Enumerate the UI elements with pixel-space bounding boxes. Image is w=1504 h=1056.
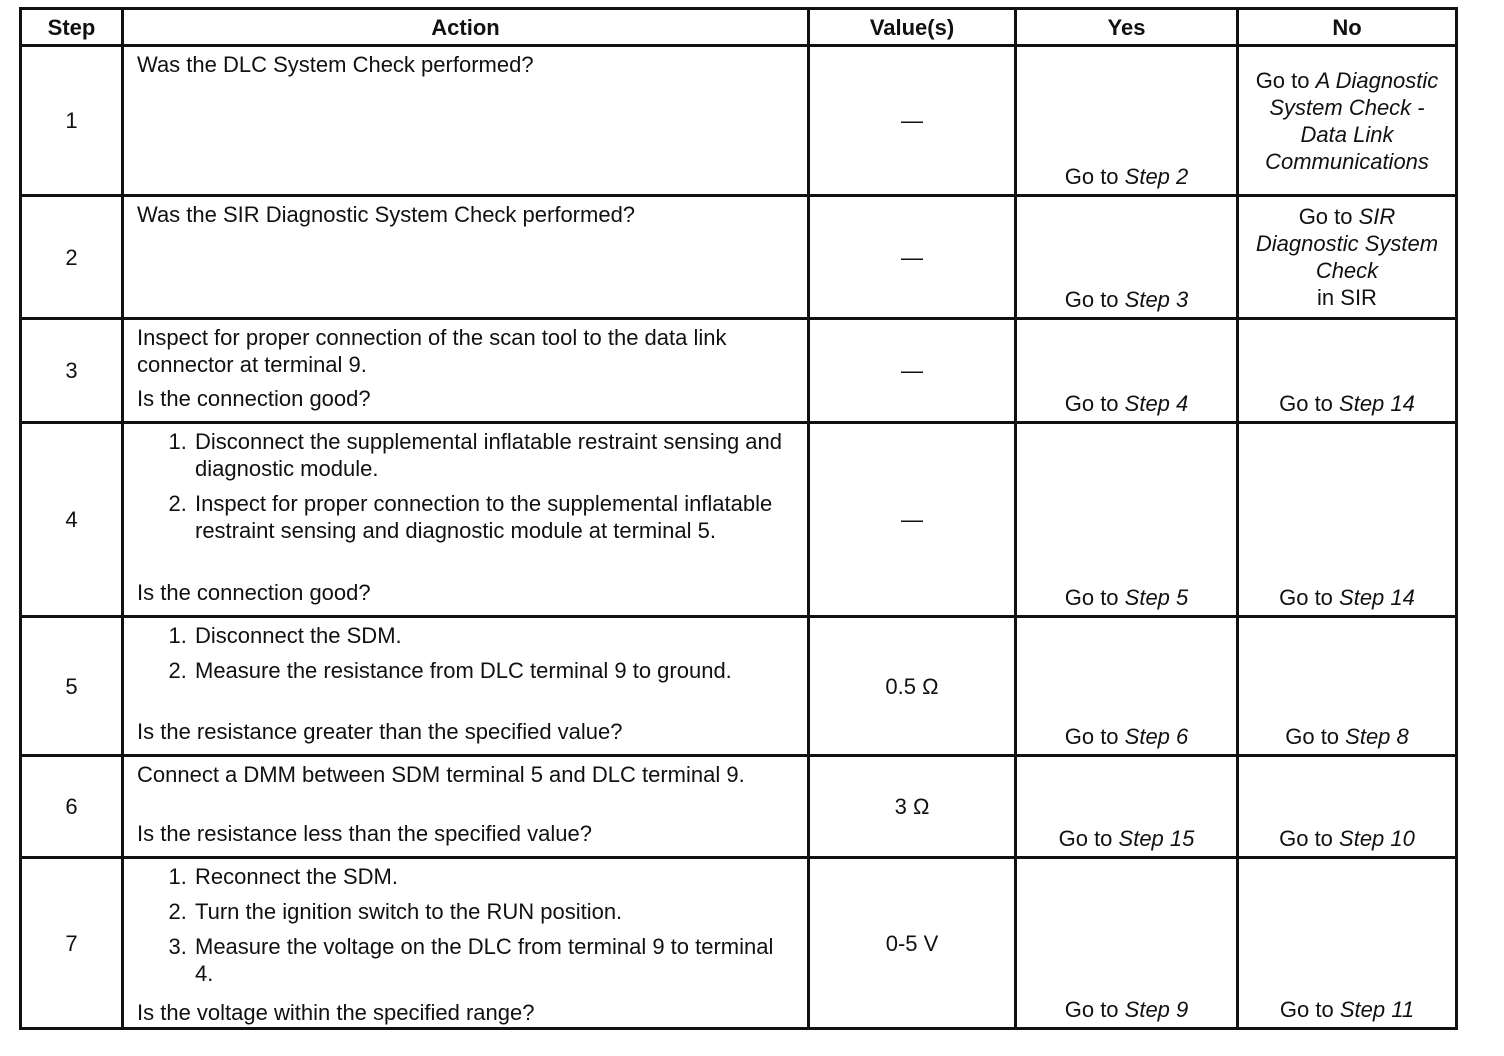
no-prefix: Go to [1279,585,1340,610]
action-step-item: 3. Measure the voltage on the DLC from terminal 9 to terminal 4. [193,933,797,987]
action-question: Is the resistance less than the specified value? [137,821,592,846]
table-row [21,423,1457,617]
no-suffix: in SIR [1317,285,1377,310]
action-cell [123,756,809,858]
no-target-link[interactable]: Step 14 [1339,391,1415,416]
step-number: 2 [21,196,123,319]
no-target-link[interactable]: Step 8 [1345,724,1409,749]
step-number: 5 [21,617,123,756]
yes-prefix: Go to [1058,826,1119,851]
no-prefix: Go to [1255,67,1316,93]
yes-step-link[interactable]: Step 3 [1124,287,1189,312]
action-cell [123,423,809,617]
no-target-link[interactable]: Step 14 [1339,585,1415,610]
yes-prefix: Go to [1064,391,1125,416]
action-step-item: 1. Reconnect the SDM. [193,863,797,890]
yes-step-link[interactable]: Step 2 [1124,164,1189,189]
no-cell [1238,319,1457,423]
table-row [21,196,1457,319]
yes-cell [1016,196,1238,319]
yes-cell [1016,617,1238,756]
table-row [21,756,1457,858]
no-cell [1238,196,1457,319]
value-cell: — [809,423,1016,617]
header-yes: Yes [1016,9,1238,46]
step-number: 1 [21,46,123,196]
no-prefix: Go to [1279,391,1340,416]
yes-step-link[interactable]: Step 15 [1118,826,1195,851]
header-no: No [1238,9,1457,46]
action-text: Was the DLC System Check performed? [137,52,534,77]
no-prefix: Go to [1279,997,1340,1022]
yes-prefix: Go to [1064,164,1125,189]
action-cell [123,858,809,1029]
value-cell: — [809,319,1016,423]
yes-cell [1016,858,1238,1029]
header-values: Value(s) [809,9,1016,46]
yes-cell [1016,319,1238,423]
value-cell: — [809,196,1016,319]
yes-cell [1016,423,1238,617]
table-row [21,319,1457,423]
action-text: Inspect for proper connection of the scan tool to the data link connector at terminal 9. [137,325,727,377]
no-prefix: Go to [1298,204,1359,229]
no-prefix: Go to [1279,826,1340,851]
step-number: 6 [21,756,123,858]
action-step-item: 2. Turn the ignition switch to the RUN position. [193,898,797,925]
no-target-link[interactable]: Step 10 [1339,826,1415,851]
yes-step-link[interactable]: Step 5 [1124,585,1189,610]
action-cell [123,319,809,423]
step-number: 7 [21,858,123,1029]
step-number: 3 [21,319,123,423]
value-cell: 3 Ω [809,756,1016,858]
action-step-item: 2. Inspect for proper connection to the supplemental inflatable restraint sensing and diagnostic module at terminal 5. [193,490,797,544]
step-number: 4 [21,423,123,617]
yes-cell [1016,756,1238,858]
action-steps-list [137,863,797,987]
yes-step-link[interactable]: Step 9 [1124,997,1189,1022]
yes-prefix: Go to [1064,724,1125,749]
action-question: Is the connection good? [137,580,371,605]
table-row [21,46,1457,196]
action-cell [123,196,809,319]
no-target-link[interactable]: SIR Diagnostic System Check [1255,204,1439,283]
action-step-item: 1. Disconnect the supplemental inflatable restraint sensing and diagnostic module. [193,428,797,482]
no-cell [1238,423,1457,617]
no-cell [1238,46,1457,196]
action-step-item: 1. Disconnect the SDM. [193,622,797,649]
diagnostic-table [19,7,1458,1030]
table-row [21,858,1457,1029]
action-question: Is the connection good? [137,386,371,411]
no-cell [1238,858,1457,1029]
value-cell: 0-5 V [809,858,1016,1029]
header-row [21,9,1457,46]
action-cell [123,46,809,196]
header-step: Step [21,9,123,46]
header-action: Action [123,9,809,46]
yes-step-link[interactable]: Step 4 [1124,391,1189,416]
yes-step-link[interactable]: Step 6 [1124,724,1189,749]
action-cell [123,617,809,756]
value-cell: 0.5 Ω [809,617,1016,756]
yes-prefix: Go to [1064,585,1125,610]
no-target-link[interactable]: A Diagnostic System Check - Data Link Communications [1265,67,1439,174]
action-steps-list [137,622,797,684]
action-question: Is the resistance greater than the specified value? [137,719,623,744]
action-question: Is the voltage within the specified range? [137,1000,535,1025]
yes-prefix: Go to [1064,287,1125,312]
no-target-link[interactable]: Step 11 [1339,997,1415,1022]
no-prefix: Go to [1285,724,1346,749]
action-text: Connect a DMM between SDM terminal 5 and DLC terminal 9. [137,762,745,787]
action-text: Was the SIR Diagnostic System Check performed? [137,202,636,227]
yes-cell [1016,46,1238,196]
no-cell [1238,617,1457,756]
table-row [21,617,1457,756]
value-cell: — [809,46,1016,196]
yes-prefix: Go to [1064,997,1125,1022]
no-cell [1238,756,1457,858]
action-steps-list [137,428,797,544]
action-step-item: 2. Measure the resistance from DLC terminal 9 to ground. [193,657,797,684]
